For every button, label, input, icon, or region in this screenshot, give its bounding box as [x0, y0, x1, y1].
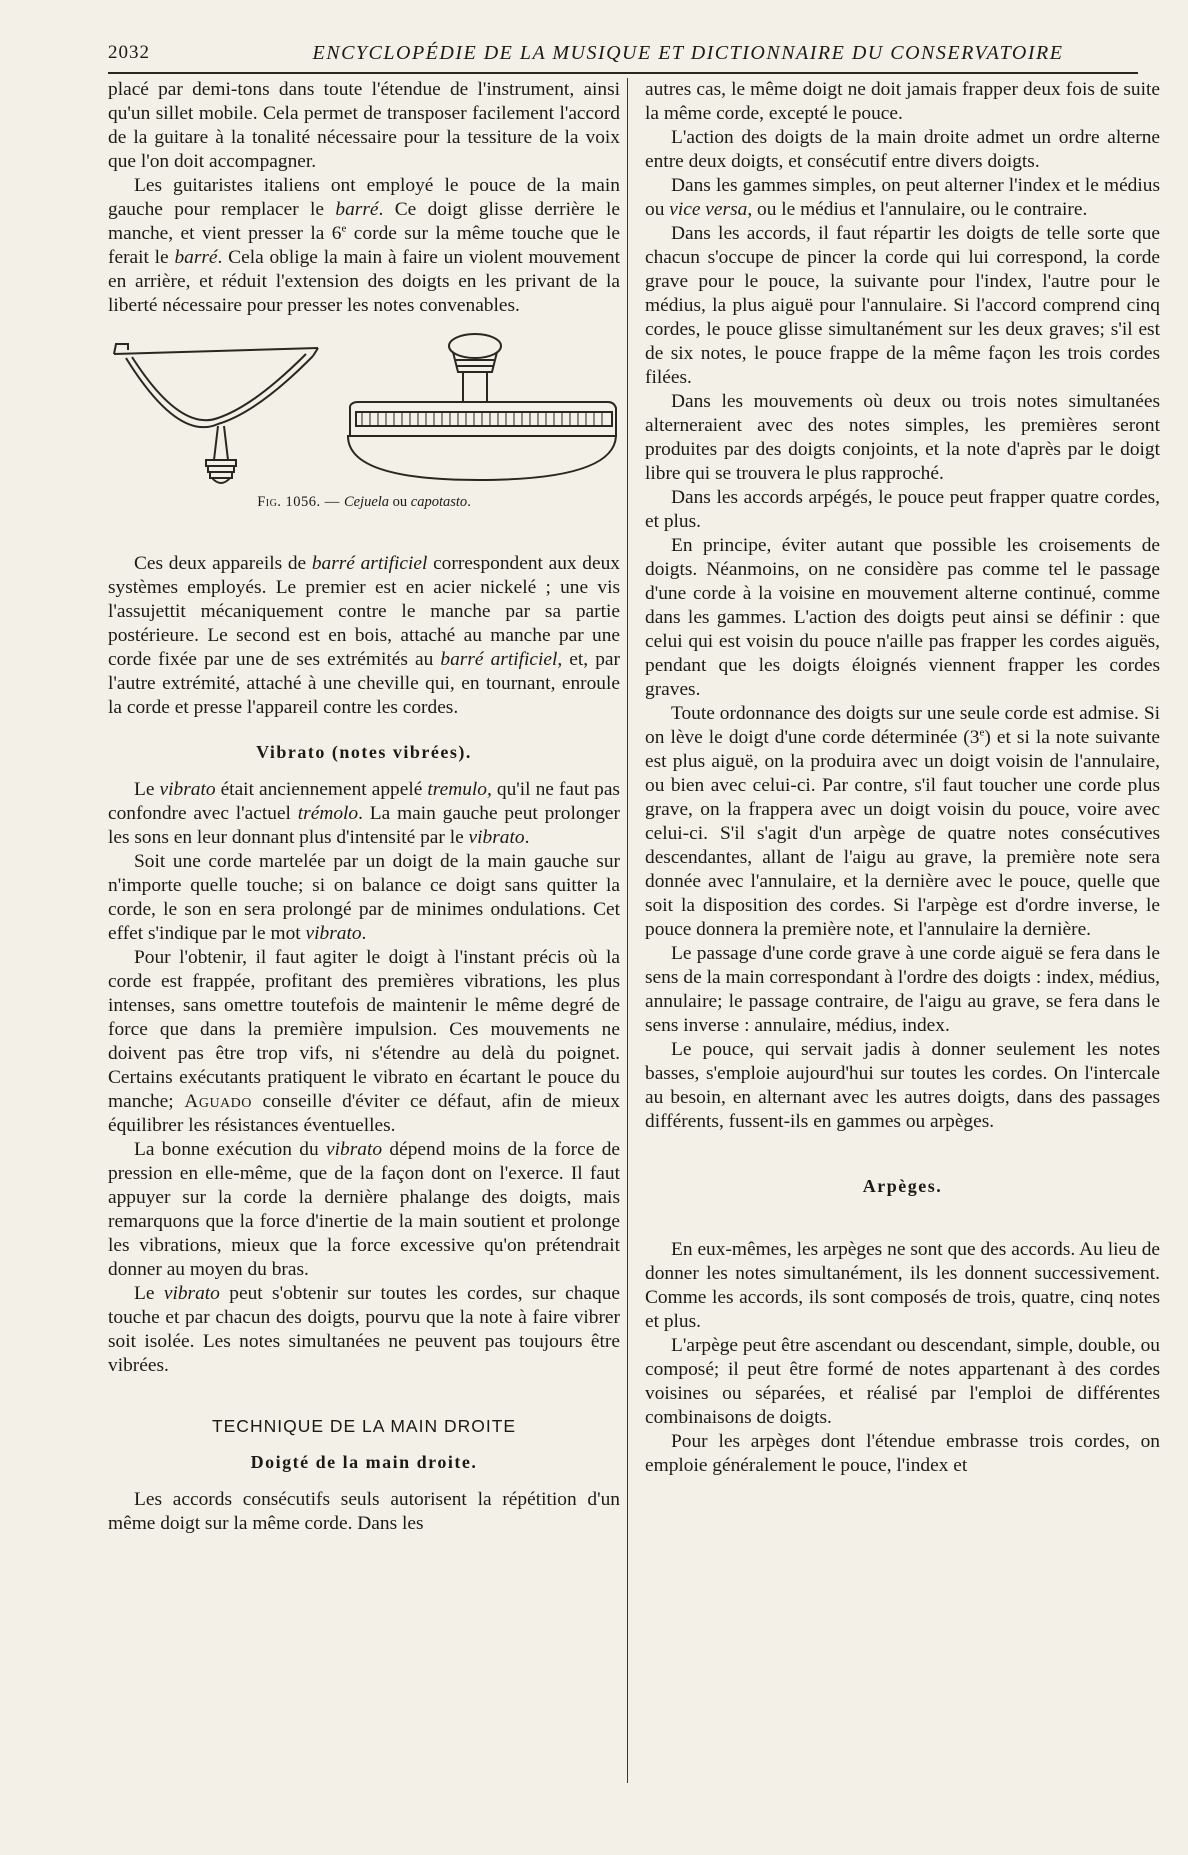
paragraph: L'action des doigts de la main droite admet un ordre alterne entre deux doigts, et consécutif entre divers doigts.: [645, 127, 1160, 172]
paragraph: Le passage d'une corde grave à une corde aiguë se fera dans le sens de la main correspondant à l'ordre des doigts : index, médius, annulaire; le passage contraire, de l'aigu au grave, se fera dans le sens inverse : annulaire, médius, index.: [645, 943, 1160, 1036]
heading-vibrato: Vibrato (notes vibrées).: [256, 742, 472, 762]
capo-illustration: [108, 332, 620, 492]
paragraph: Les guitaristes italiens ont employé le pouce de la main gauche pour remplacer le barré. Ce doigt glisse derrière le manche, et vient presser la 6e corde sur la même touche que le ferait le barré. Cela oblige la main à faire un violent mouvement en arrière, et réduit l'extension des doigts en les privant de la liberté nécessaire pour presser les notes convenables.: [108, 175, 621, 316]
paragraph: Soit une corde martelée par un doigt de la main gauche sur n'importe quelle touche; si on balance ce doigt sans quitter la corde, le son en sera prolongé par de minimes ondulations. Cet effet s'indique par le mot vibrato.: [108, 851, 620, 944]
paragraph: Pour les arpèges dont l'étendue embrasse trois cordes, on emploie généralement le pouce, l'index et: [645, 1431, 1160, 1476]
paragraph: L'arpège peut être ascendant ou descendant, simple, double, ou composé; il peut être formé de notes appartenant à des cordes voisines ou séparées, et réalisé par l'emploi de différentes combinaisons de doigts.: [645, 1335, 1160, 1428]
section-title: TECHNIQUE DE LA MAIN DROITE: [211, 1416, 517, 1436]
column-divider: [627, 78, 628, 1783]
paragraph: Pour l'obtenir, il faut agiter le doigt à l'instant précis où la corde est frappée, profitant des premières vibrations, les plus intenses, sans omettre toutefois de maintenir le même degré de force que dans la première impulsion. Ces mouvements ne doivent pas être trop vifs, ni s'étendre au delà du poignet. Certains exécutants pratiquent le vibrato en écartant le pouce du manche; Aguado conseille d'éviter ce défaut, afin de mieux équilibrer les résistances éventuelles.: [108, 947, 621, 1136]
heading-doigte: Doigté de la main droite.: [250, 1452, 478, 1472]
fret-hatching: [362, 412, 602, 426]
metal-capo-drawing: [114, 344, 318, 483]
page-header: [108, 40, 1138, 74]
page-number: 2032: [108, 42, 150, 63]
paragraph: Dans les mouvements où deux ou trois notes simultanées alterneraient avec des notes simples, les premières seront produites par des doigts conjoints, et la note d'après par le doigt libre qui se trouvera le plus rapproché.: [645, 391, 1160, 484]
paragraph: La bonne exécution du vibrato dépend moins de la force de pression en elle-même, que de la façon dont on l'exerce. Il faut appuyer sur la corde la dernière phalange des doigts, mais remarquons que la force d'inertie de la main soutient et prolonge les vibrations, mieux que la force excessive qu'on prétendrait donner au moyen du bras.: [108, 1139, 620, 1280]
paragraph: Le pouce, qui servait jadis à donner seulement les notes basses, s'emploie aujourd'hui sur toutes les cordes. On l'intercale au besoin, en alternant avec les autres doigts, dans des passages différents, fussent-ils en gammes ou arpèges.: [645, 1039, 1160, 1132]
paragraph: Les accords consécutifs seuls autorisent la répétition d'un même doigt sur la même corde. Dans les: [108, 1489, 620, 1534]
paragraph: Toute ordonnance des doigts sur une seule corde est admise. Si on lève le doigt d'une corde déterminée (3e) et si la note suivante est plus aiguë, on la produira avec un doigt voisin de l'annulaire, ou bien avec celui-ci. Par contre, s'il faut toucher une corde plus grave, on la frappera avec un doigt voisin du pouce, voire avec celui-ci. S'il s'agit d'un arpège de quatre notes consécutives descendantes, allant de l'aigu au grave, la première note sera donnée avec l'annulaire, et la dernière avec le pouce, quelle que soit la disposition des cordes. Si l'arpège est d'ordre inverse, le pouce donnera la première note, et l'annulaire la dernière.: [645, 703, 1160, 940]
figure-caption: Fig. 1056. — Cejuela ou capotasto.: [257, 494, 471, 510]
left-column: [108, 78, 620, 1536]
paragraph: Dans les accords arpégés, le pouce peut frapper quatre cordes, et plus.: [645, 487, 1160, 532]
paragraph: Dans les gammes simples, on peut alterner l'index et le médius ou vice versa, ou le médius et l'annulaire, ou le contraire.: [645, 175, 1160, 220]
paragraph: Ces deux appareils de barré artificiel correspondent aux deux systèmes employés. Le premier est en acier nickelé ; une vis l'assujettit mécaniquement contre le manche par sa partie postérieure. Le second est en bois, attaché au manche par une corde fixée par une de ses extrémités au barré artificiel, et, par l'autre extrémité, attaché à une cheville qui, en tournant, enroule la corde et presse l'appareil contre les cordes.: [108, 553, 620, 718]
wooden-capo-drawing: [348, 334, 616, 480]
right-column: [645, 78, 1160, 1478]
paragraph: Dans les accords, il faut répartir les doigts de telle sorte que chacun s'occupe de pincer la corde qui lui correspond, la corde grave pour le pouce, la suivante pour l'index, l'autre pour le médius, la plus aiguë pour l'annulaire. Si l'accord comprend cinq cordes, le pouce glisse simultanément sur les deux graves; s'il est de six notes, le pouce frappe de la même façon les trois cordes filées.: [645, 223, 1160, 388]
paragraph: Le vibrato était anciennement appelé tremulo, qu'il ne faut pas confondre avec l'actuel trémolo. La main gauche peut prolonger les sons en leur donnant plus d'intensité par le vibrato.: [108, 779, 620, 848]
paragraph: En eux-mêmes, les arpèges ne sont que des accords. Au lieu de donner les notes simultanément, ils les donnent successivement. Comme les accords, ils sont composés de trois, quatre, cinq notes et plus.: [645, 1239, 1160, 1332]
paragraph: En principe, éviter autant que possible les croisements de doigts. Néanmoins, on ne considère pas comme tel le passage d'une corde à la voisine en mouvement alterne continué, comme dans les gammes. L'action des doigts peut ainsi se définir : que celui qui est voisin du pouce n'aille pas frapper les cordes aiguës, pendant que les doigts éloignés viennent frapper les cordes graves.: [645, 535, 1160, 700]
paragraph: placé par demi-tons dans toute l'étendue de l'instrument, ainsi qu'un sillet mobile. Cela permet de transposer facilement l'accord de la guitare à la tonalité nécessaire pour la tessiture de la voix que l'on doit accompagner.: [108, 79, 620, 172]
running-title: ENCYCLOPÉDIE DE LA MUSIQUE ET DICTIONNAIRE DU CONSERVATOIRE: [312, 42, 1064, 64]
figure-cejuela-capotasto: [108, 332, 620, 528]
paragraph: Le vibrato peut s'obtenir sur toutes les cordes, sur chaque touche et par chacun des doigts, pourvu que la note à faire vibrer soit isolée. Les notes simultanées ne peuvent pas toujours être vibrées.: [108, 1283, 620, 1376]
paragraph: autres cas, le même doigt ne doit jamais frapper deux fois de suite la même corde, excepté le pouce.: [645, 79, 1160, 124]
heading-arpeges: Arpèges.: [862, 1176, 943, 1196]
